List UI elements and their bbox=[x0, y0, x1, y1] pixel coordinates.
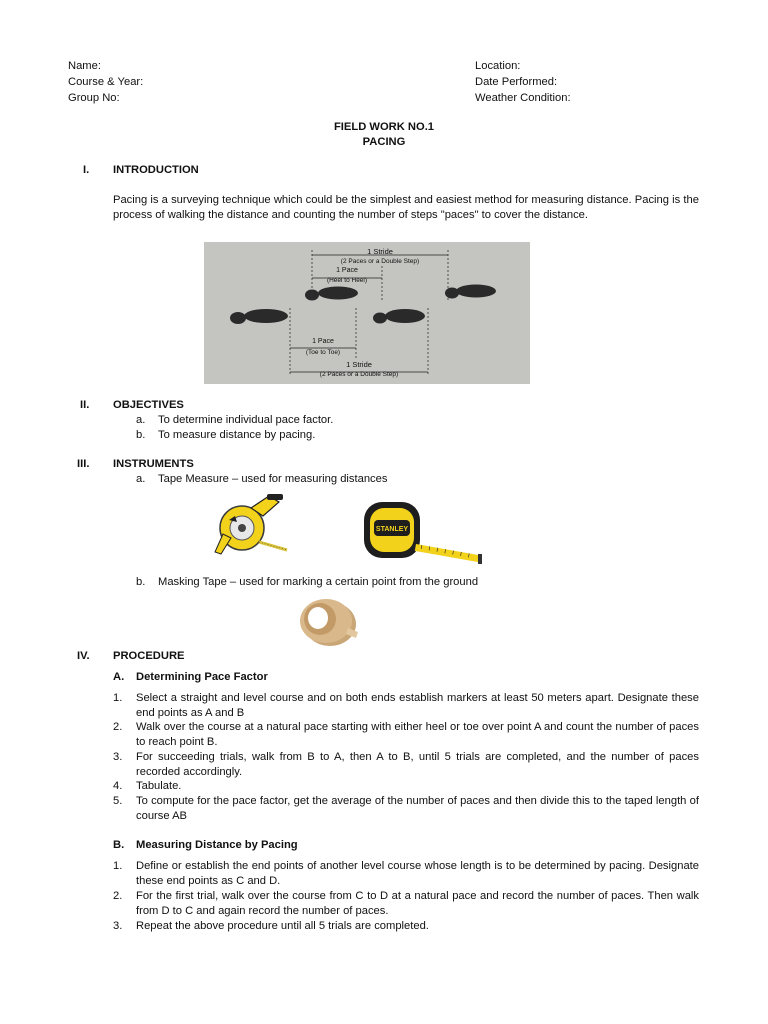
part-a-step-5-number: 5. bbox=[113, 795, 123, 807]
objective-b: To measure distance by pacing. bbox=[158, 429, 316, 441]
stanley-tape-icon bbox=[360, 498, 488, 570]
section-number-intro: I. bbox=[83, 164, 90, 176]
objective-marker-b: b. bbox=[136, 429, 146, 441]
section-number-procedure: IV. bbox=[77, 650, 90, 662]
name-label: Name: bbox=[68, 60, 101, 72]
course-year-label: Course & Year: bbox=[68, 76, 144, 88]
part-b-marker: B. bbox=[113, 839, 125, 851]
part-a-step-3: For succeeding trials, walk from B to A, then A to B, until 5 trials are completed, and the number of paces recorded accordingly. bbox=[136, 751, 699, 778]
part-a-step-1: Select a straight and level course and on both ends establish markers at least 50 meters apart. Designate these end points as A and B bbox=[136, 692, 699, 719]
instrument-b: Masking Tape – used for marking a certain point from the ground bbox=[158, 576, 479, 588]
part-a-step-4-number: 4. bbox=[113, 780, 123, 792]
intro-paragraph: Pacing is a surveying technique which could be the simplest and easiest method for measuring distance. Pacing is the process of walking the distance and counting the number of steps "paces" to cover the distance. bbox=[113, 194, 699, 221]
tape-brand-label: STANLEY bbox=[375, 526, 409, 533]
reel-tape-image bbox=[207, 490, 291, 558]
part-a-step-1-number: 1. bbox=[113, 692, 123, 704]
masking-tape-image bbox=[296, 592, 360, 650]
section-title-intro: INTRODUCTION bbox=[113, 164, 199, 176]
stanley-tape-image bbox=[360, 498, 488, 570]
bottom-stride-label: 1 Stride bbox=[346, 360, 372, 369]
part-a-step-2: Walk over the course at a natural pace starting with either heel or toe over point A and count the number of paces to reach point B. bbox=[136, 721, 699, 748]
bottom-pace-sub-label: (Toe to Toe) bbox=[305, 349, 341, 356]
instrument-a: Tape Measure – used for measuring distances bbox=[158, 473, 388, 485]
section-number-objectives: II. bbox=[80, 399, 90, 411]
pacing-diagram bbox=[204, 242, 530, 384]
part-a-step-4: Tabulate. bbox=[136, 780, 182, 792]
part-b-step-1: Define or establish the end points of another level course whose length is to be determined by pacing. Designate these end points as C and D. bbox=[136, 860, 699, 887]
page-subtitle: PACING bbox=[362, 136, 406, 148]
reel-tape-icon bbox=[207, 490, 291, 558]
masking-tape-icon bbox=[296, 592, 360, 650]
section-title-procedure: PROCEDURE bbox=[113, 650, 185, 662]
pacing-diagram-svg bbox=[204, 242, 530, 384]
weather-condition-label: Weather Condition: bbox=[475, 92, 571, 104]
part-b-step-2: For the first trial, walk over the course from C to D at a natural pace and record the number of paces. Then walk from D to C and again record the number of paces. bbox=[136, 890, 699, 917]
section-title-instruments: INSTRUMENTS bbox=[113, 458, 194, 470]
page-title: FIELD WORK NO.1 bbox=[333, 121, 435, 133]
instrument-marker-b: b. bbox=[136, 576, 146, 588]
instrument-marker-a: a. bbox=[136, 473, 146, 485]
objective-a: To determine individual pace factor. bbox=[158, 414, 334, 426]
part-b-step-3-number: 3. bbox=[113, 920, 123, 932]
top-stride-sub-label: (2 Paces or a Double Step) bbox=[340, 258, 420, 265]
part-a-marker: A. bbox=[113, 671, 125, 683]
location-label: Location: bbox=[475, 60, 521, 72]
header-left bbox=[68, 59, 143, 107]
part-a-step-3-number: 3. bbox=[113, 751, 123, 763]
part-a-step-2-number: 2. bbox=[113, 721, 123, 733]
header-right bbox=[475, 59, 571, 107]
group-no-label: Group No: bbox=[68, 92, 120, 104]
top-pace-label: 1 Pace bbox=[336, 267, 358, 274]
section-title-objectives: OBJECTIVES bbox=[113, 399, 184, 411]
date-performed-label: Date Performed: bbox=[475, 76, 558, 88]
part-a-step-5: To compute for the pace factor, get the average of the number of paces and then divide this to the taped length of course AB bbox=[136, 795, 699, 822]
bottom-stride-sub-label: (2 Paces or a Double Step) bbox=[319, 371, 399, 378]
objective-marker-a: a. bbox=[136, 414, 146, 426]
part-b-step-2-number: 2. bbox=[113, 890, 123, 902]
part-b-step-3: Repeat the above procedure until all 5 trials are completed. bbox=[136, 920, 429, 932]
part-b-step-1-number: 1. bbox=[113, 860, 123, 872]
bottom-pace-label: 1 Pace bbox=[312, 338, 334, 345]
part-b-title: Measuring Distance by Pacing bbox=[136, 839, 298, 851]
top-pace-sub-label: (Heel to Heel) bbox=[326, 277, 368, 284]
top-stride-label: 1 Stride bbox=[367, 247, 393, 256]
section-number-instruments: III. bbox=[77, 458, 90, 470]
part-a-title: Determining Pace Factor bbox=[136, 671, 268, 683]
